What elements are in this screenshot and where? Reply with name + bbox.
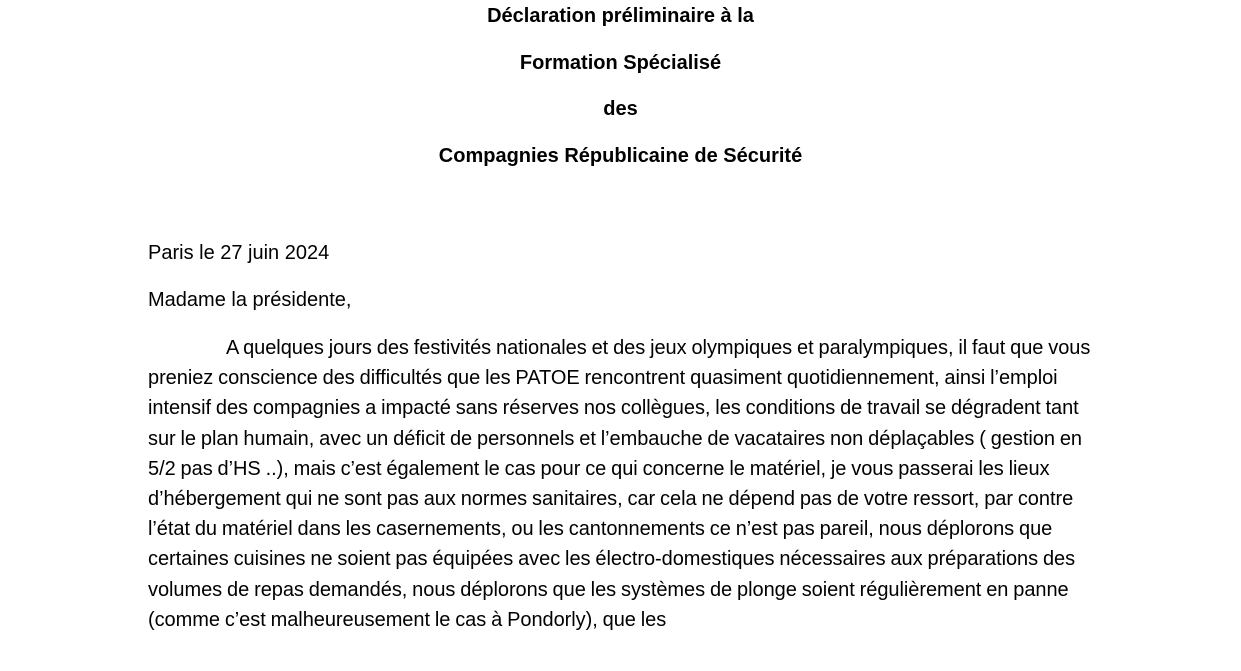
title-line-3: des xyxy=(603,98,638,120)
document-title xyxy=(0,5,1241,191)
salutation: Madame la présidente, xyxy=(148,289,352,311)
title-line-4: Compagnies Républicaine de Sécurité xyxy=(438,144,803,167)
date-line: Paris le 27 juin 2024 xyxy=(148,242,330,264)
body-paragraph: A quelques jours des festivités nationales et des jeux olympiques et paralympiques, il faut que vous preniez conscience des difficultés que les PATOE rencontrent quasiment quotidiennement, ainsi l’emploi intensif des compagnies a impacté sans réserves nos collègues, les conditions de travail se dégradent tant sur le plan humain, avec un déficit de personnels et l’embauche de vacataires non déplaçables ( gestion en 5/2 pas d’HS ..), mais c’est également le cas pour ce qui concerne le matériel, je vous passerai les lieux d’hébergement qui ne sont pas aux normes sanitaires, car cela ne dépend pas de votre ressort, par contre l’état du matériel dans les casernements, ou les cantonnements ce n’est pas pareil, nous déplorons que certaines cuisines ne soient pas équipées avec les électro-domestiques nécessaires aux préparations des volumes de repas demandés, nous déplorons que les systèmes de plonge soient régulièrement en panne (comme c’est malheureusement le cas à Pondorly), que les xyxy=(148,337,1091,631)
title-line-1: Déclaration préliminaire à la xyxy=(487,5,754,27)
title-line-2: Formation Spécialisé xyxy=(519,51,722,74)
